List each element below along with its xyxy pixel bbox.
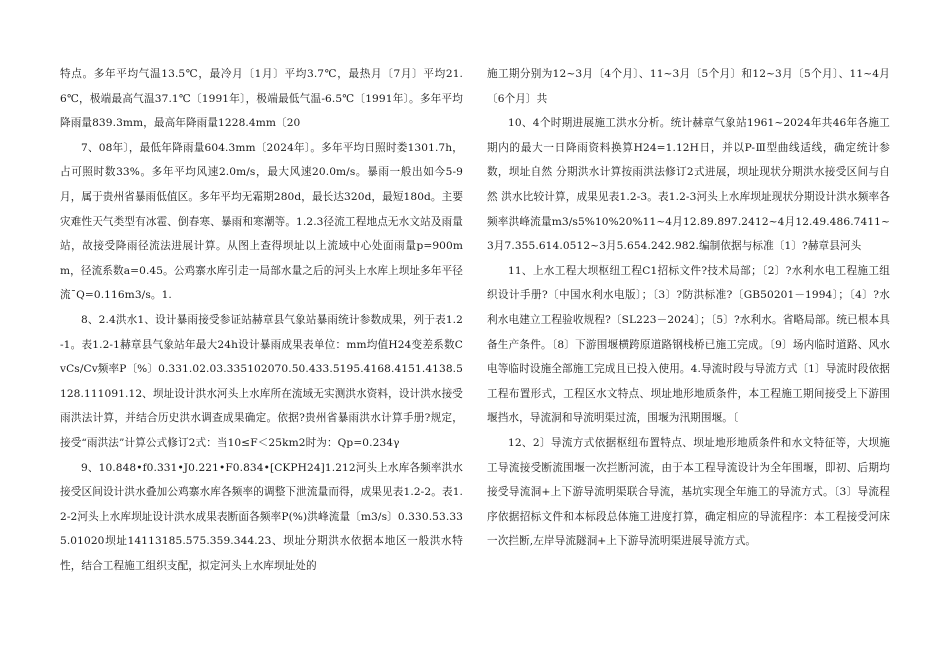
paragraph-flood-results: 9、10.848•f0.331•J0.221•F0.834•[CKPH24]1.212河头上水库各频率洪水接受区间设计洪水叠加公鸡寨水库各频率的调整下泄流量而得，成果见表1.2-2。表1.2-2河头上水库坝址设计洪水成果表断面各频率P(%)洪峰流量〔m3/s〕0.330.53.335.01020坝址14113185.575.359.344.23、坝址分期洪水依据本地区一般洪水特性，结合工程施工组织支配，拟定河头上水库坝址处的 <box>60 461 463 572</box>
paragraph-construction-periods: 施工期分别为12~3月〔4个月〕、11~3月〔5个月〕和12~3月〔5个月〕、11~4月〔6个月〕共 <box>487 68 890 105</box>
left-column <box>60 62 463 578</box>
paragraph-flood-analysis: 10、4个时期进展施工洪水分析。统计赫章气象站1961~2024年共46年各施工期内的最大一日降雨资料换算H24=1.12H日，并以P-Ⅲ型曲线适线，确定统计参数，坝址自然 分期洪水计算按雨洪法修订2式进展，坝址现状分期洪水接受区间与自然 洪水比较计算，成果见表1.2-3。表1.2-3河头上水库坝址现状分期设计洪水频率各频率洪峰流量m3/s5%10%20%11~4月12.89.897.2412~4月12.49.486.7411~3月7.355.614.0512~3月5.654.242.982.编制依据与标准〔1〕?赫章县河头 <box>487 117 890 253</box>
paragraph-standards: 11、上水工程大坝枢纽工程C1招标文件?技术局部；〔2〕?水利水电工程施工组织设计手册?〔中国水利水电版〕；〔3〕?防洪标准?〔GB50201－1994〕；〔4〕?水利水电建立工程验收规程?〔SL223－2024〕；〔5〕?水利水。省略局部。统已根本具备生产条件。〔8〕下游围堰横跨原道路钢栈桥已施工完成。〔9〕场内临时道路、风水电等临时设施全部施工完成且已投入使用。4.导流时段与导流方式〔1〕导流时段依据工程布置形式，工程区水文特点、坝址地形地质条件，本工程施工期间接受上下游围堰挡水，导流洞和导流明渠过流，围堰为汛期围堰。〔 <box>487 264 890 425</box>
paragraph-climate: 特点。多年平均气温13.5℃，最冷月〔1月〕平均3.7℃，最热月〔7月〕平均21.6℃，极端最高气温37.1℃〔1991年〕，极端最低气温-6.5℃〔1991年〕。多年平均降雨量839.3mm，最高年降雨量1228.4mm〔20 <box>60 68 463 130</box>
right-column <box>487 62 890 554</box>
paragraph-diversion-method: 12、2〕导流方式依据枢纽布置特点、坝址地形地质条件和水文特征等，大坝施工导流接受断流围堰一次拦断河流，由于本工程导流设计为全年围堰，即初、后期均接受导流洞+上下游导流明渠联合导流，基坑实现全年施工的导流方式。〔3〕导流程序依据招标文件和本标段总体施工进度打算，确定相应的导流程序：本工程接受河床一次拦断,左岸导流隧洞+上下游导流明渠进展导流方式。 <box>487 436 890 548</box>
paragraph-design-rainstorm: 8、2.4洪水1、设计暴雨接受参证站赫章县气象站暴雨统计参数成果，列于表1.2-1。表1.2-1赫章县气象站年最大24h设计暴雨成果表单位：mm均值H24变差系数CvCs/Cv频率P〔%〕0.331.02.03.335102070.50.433.5195.4168.4151.4138.5128.111091.12、坝址设计洪水河头上水库所在流域无实测洪水资料，设计洪水接受雨洪法计算，并结合历史洪水调查成果确定。依据?贵州省暴雨洪水计算手册?规定，接受“雨洪法”计算公式修订2式：当10≤F＜25km2时为：Qp=0.234γ <box>60 313 463 449</box>
paragraph-rainfall-runoff: 7、08年〕，最低年降雨量604.3mm〔2024年〕。多年平均日照时娄1301.7h，占可照时数33%。多年平均风速2.0m/s，最大风速20.0m/s。暴雨一般出如今5-9月，属于贵州省暴雨低值区。多年平均无霜期280d，最长达320d，最短180d。主要灾难性天气类型有冰雹、倒春寒、暴雨和寒潮等。1.2.3径流工程地点无水文站及雨量站，故接受降雨径流法进展计算。从图上查得坝址以上流域中心处面雨量p=900mm，径流系数a=0.45。公鸡寨水库引走一局部水量之后的河头上水库上坝址多年平径流ˉQ=0.116m3/s。1. <box>60 141 464 302</box>
